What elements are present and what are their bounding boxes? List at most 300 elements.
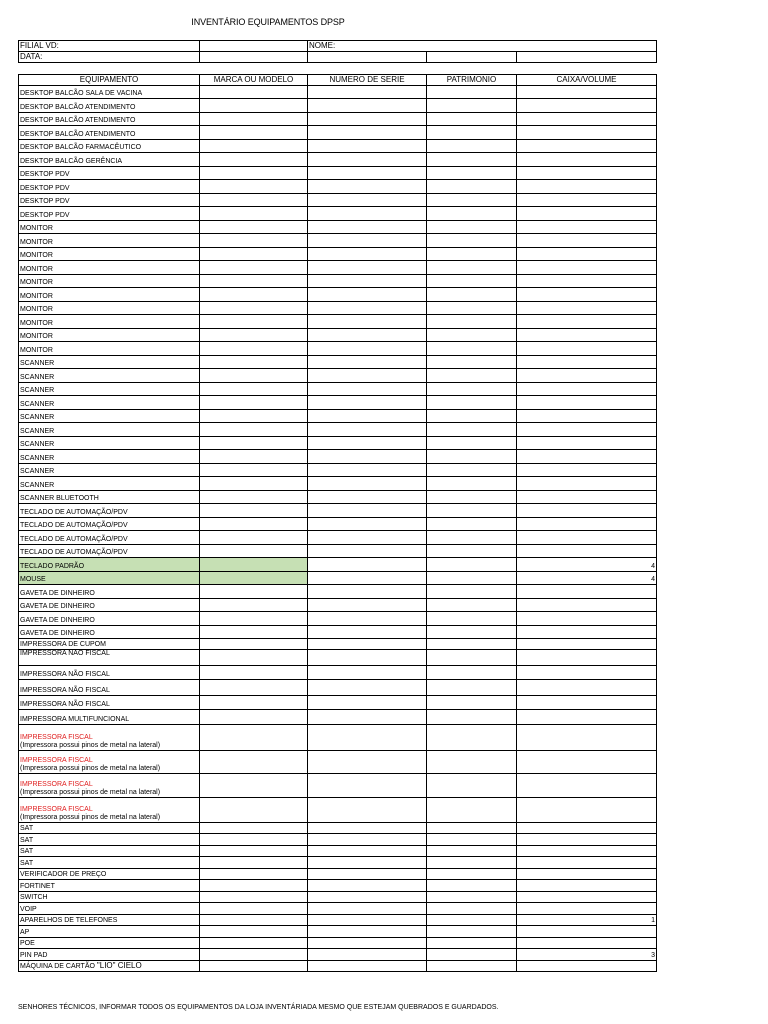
patrimonio-cell[interactable] [427,167,517,180]
caixa-cell[interactable] [517,153,657,167]
marca-cell[interactable] [200,275,308,288]
serie-cell[interactable] [308,599,427,612]
patrimonio-cell[interactable] [427,639,517,650]
patrimonio-cell[interactable] [427,450,517,464]
table-header-row [19,75,657,86]
serie-cell[interactable] [308,180,427,194]
table-row [19,798,657,823]
patrimonio-cell[interactable] [427,437,517,450]
caixa-cell[interactable] [517,383,657,396]
marca-cell[interactable] [200,86,308,99]
caixa-cell[interactable] [517,342,657,356]
marca-cell[interactable] [200,666,308,680]
equipment-name: DESKTOP PDV [20,171,70,178]
caixa-cell[interactable] [517,369,657,383]
marca-cell[interactable] [200,834,308,846]
serie-cell[interactable] [308,869,427,880]
serie-cell[interactable] [308,140,427,153]
caixa-cell[interactable] [517,207,657,221]
serie-cell[interactable] [308,961,427,972]
serie-cell[interactable] [308,846,427,857]
patrimonio-cell[interactable] [427,329,517,342]
patrimonio-cell[interactable] [427,140,517,153]
serie-cell[interactable] [308,823,427,834]
serie-cell[interactable] [308,410,427,423]
serie-cell[interactable] [308,880,427,892]
filial-field[interactable] [200,41,308,52]
marca-cell[interactable] [200,880,308,892]
serie-cell[interactable] [308,491,427,504]
equipment-name-cell [19,531,200,545]
caixa-cell[interactable] [517,666,657,680]
serie-cell[interactable] [308,680,427,696]
marca-cell[interactable] [200,823,308,834]
marca-cell[interactable] [200,234,308,248]
patrimonio-cell[interactable] [427,846,517,857]
caixa-cell[interactable] [517,903,657,915]
caixa-cell[interactable] [517,140,657,153]
serie-cell[interactable] [308,626,427,639]
inventory-table [18,74,657,972]
patrimonio-cell[interactable] [427,194,517,207]
marca-cell[interactable] [200,464,308,477]
marca-cell[interactable] [200,140,308,153]
data-field-2[interactable] [308,52,427,63]
equipment-name: SCANNER [20,482,55,489]
patrimonio-cell[interactable] [427,180,517,194]
table-row [19,221,657,234]
patrimonio-cell[interactable] [427,153,517,167]
serie-cell[interactable] [308,113,427,126]
marca-cell[interactable] [200,696,308,710]
serie-cell[interactable] [308,261,427,275]
equipment-name-cell [19,464,200,477]
patrimonio-cell[interactable] [427,650,517,666]
marca-cell[interactable] [200,558,308,572]
patrimonio-cell[interactable] [427,113,517,126]
caixa-cell[interactable] [517,880,657,892]
patrimonio-cell[interactable] [427,892,517,903]
patrimonio-cell[interactable] [427,207,517,221]
caixa-cell[interactable] [517,437,657,450]
patrimonio-cell[interactable] [427,903,517,915]
patrimonio-cell[interactable] [427,477,517,491]
serie-cell[interactable] [308,153,427,167]
patrimonio-cell[interactable] [427,961,517,972]
serie-cell[interactable] [308,450,427,464]
patrimonio-cell[interactable] [427,725,517,751]
marca-cell[interactable] [200,329,308,342]
patrimonio-cell[interactable] [427,423,517,437]
caixa-cell[interactable] [517,710,657,725]
header-form [18,40,657,63]
marca-cell[interactable] [200,798,308,823]
patrimonio-cell[interactable] [427,342,517,356]
marca-cell[interactable] [200,342,308,356]
caixa-cell[interactable]: 4 [517,558,657,572]
marca-cell[interactable] [200,491,308,504]
serie-cell[interactable] [308,650,427,666]
marca-cell[interactable] [200,612,308,626]
col-header-marca: MARCA OU MODELO [200,75,308,86]
patrimonio-cell[interactable] [427,696,517,710]
caixa-cell[interactable] [517,585,657,599]
serie-cell[interactable] [308,302,427,315]
marca-cell[interactable] [200,710,308,725]
caixa-cell[interactable] [517,531,657,545]
patrimonio-cell[interactable] [427,234,517,248]
serie-cell[interactable] [308,531,427,545]
serie-cell[interactable] [308,938,427,949]
marca-cell[interactable] [200,774,308,798]
patrimonio-cell[interactable] [427,531,517,545]
equipment-name-cell [19,140,200,153]
marca-cell[interactable] [200,437,308,450]
caixa-cell[interactable] [517,167,657,180]
patrimonio-cell[interactable] [427,396,517,410]
serie-cell[interactable] [308,464,427,477]
equipment-name: APARELHOS DE TELEFONES [20,917,118,924]
table-row [19,612,657,626]
table-row [19,342,657,356]
patrimonio-cell[interactable] [427,599,517,612]
patrimonio-cell[interactable] [427,275,517,288]
equipment-name: GAVETA DE DINHEIRO [20,590,95,597]
serie-cell[interactable] [308,725,427,751]
equipment-name-cell [19,857,200,869]
caixa-cell[interactable] [517,834,657,846]
equipment-name-cell [19,585,200,599]
patrimonio-cell[interactable] [427,612,517,626]
equipment-name: GAVETA DE DINHEIRO [20,617,95,624]
caixa-cell[interactable] [517,99,657,113]
serie-cell[interactable] [308,275,427,288]
serie-cell[interactable] [308,207,427,221]
caixa-cell[interactable] [517,504,657,518]
serie-cell[interactable] [308,248,427,261]
patrimonio-cell[interactable] [427,558,517,572]
equipment-name-cell [19,892,200,903]
caixa-cell[interactable] [517,869,657,880]
marca-cell[interactable] [200,518,308,531]
serie-cell[interactable] [308,572,427,585]
caixa-cell[interactable] [517,396,657,410]
patrimonio-cell[interactable] [427,221,517,234]
patrimonio-cell[interactable] [427,545,517,558]
equipment-name-cell [19,315,200,329]
equipment-name: GAVETA DE DINHEIRO [20,603,95,610]
caixa-cell[interactable] [517,356,657,369]
data-field[interactable] [200,52,308,63]
caixa-cell[interactable] [517,650,657,666]
patrimonio-cell[interactable] [427,261,517,275]
marca-cell[interactable] [200,846,308,857]
caixa-cell[interactable] [517,696,657,710]
equipment-name-cell [19,774,200,798]
marca-cell[interactable] [200,572,308,585]
caixa-cell[interactable] [517,680,657,696]
caixa-cell[interactable] [517,234,657,248]
caixa-cell[interactable] [517,545,657,558]
marca-cell[interactable] [200,639,308,650]
caixa-cell[interactable] [517,491,657,504]
serie-cell[interactable] [308,315,427,329]
equipment-name-cell [19,167,200,180]
equipment-name-cell [19,477,200,491]
caixa-cell[interactable] [517,464,657,477]
caixa-cell[interactable] [517,180,657,194]
equipment-name-cell [19,798,200,823]
caixa-cell[interactable] [517,774,657,798]
marca-cell[interactable] [200,369,308,383]
equipment-name-cell [19,626,200,639]
marca-cell[interactable] [200,915,308,926]
caixa-cell[interactable] [517,261,657,275]
patrimonio-cell[interactable] [427,356,517,369]
patrimonio-cell[interactable] [427,585,517,599]
patrimonio-cell[interactable] [427,680,517,696]
caixa-cell[interactable] [517,86,657,99]
serie-cell[interactable] [308,774,427,798]
patrimonio-cell[interactable] [427,938,517,949]
marca-cell[interactable] [200,869,308,880]
equipment-name-cell [19,153,200,167]
patrimonio-cell[interactable] [427,949,517,961]
serie-cell[interactable] [308,383,427,396]
patrimonio-cell[interactable] [427,880,517,892]
marca-cell[interactable] [200,949,308,961]
serie-cell[interactable] [308,167,427,180]
serie-cell[interactable] [308,915,427,926]
marca-cell[interactable] [200,315,308,329]
table-row [19,329,657,342]
serie-cell[interactable] [308,99,427,113]
serie-cell[interactable] [308,585,427,599]
serie-cell[interactable] [308,949,427,961]
patrimonio-cell[interactable] [427,410,517,423]
caixa-cell[interactable] [517,926,657,938]
serie-cell[interactable] [308,639,427,650]
marca-cell[interactable] [200,892,308,903]
marca-cell[interactable] [200,504,308,518]
patrimonio-cell[interactable] [427,369,517,383]
equipment-name-cell [19,234,200,248]
table-row [19,491,657,504]
marca-cell[interactable] [200,261,308,275]
table-row [19,167,657,180]
serie-cell[interactable] [308,194,427,207]
marca-cell[interactable] [200,545,308,558]
equipment-name-cell [19,903,200,915]
marca-cell[interactable] [200,356,308,369]
patrimonio-cell[interactable] [427,248,517,261]
patrimonio-cell[interactable] [427,774,517,798]
caixa-cell[interactable] [517,221,657,234]
marca-cell[interactable] [200,450,308,464]
patrimonio-cell[interactable] [427,99,517,113]
patrimonio-cell[interactable] [427,86,517,99]
patrimonio-cell[interactable] [427,383,517,396]
serie-cell[interactable] [308,751,427,774]
caixa-cell[interactable] [517,450,657,464]
patrimonio-cell[interactable] [427,518,517,531]
caixa-cell[interactable] [517,126,657,140]
marca-cell[interactable] [200,857,308,869]
serie-cell[interactable] [308,834,427,846]
marca-cell[interactable] [200,423,308,437]
marca-cell[interactable] [200,207,308,221]
equipment-name-cell [19,926,200,938]
marca-cell[interactable] [200,961,308,972]
serie-cell[interactable] [308,798,427,823]
serie-cell[interactable] [308,477,427,491]
equipment-name: MONITOR [20,347,53,354]
serie-cell[interactable] [308,437,427,450]
caixa-cell[interactable]: 3 [517,949,657,961]
serie-cell[interactable] [308,369,427,383]
serie-cell[interactable] [308,903,427,915]
caixa-cell[interactable] [517,410,657,423]
caixa-cell[interactable] [517,961,657,972]
patrimonio-cell[interactable] [427,834,517,846]
data-field-4[interactable] [517,52,657,63]
patrimonio-cell[interactable] [427,504,517,518]
serie-cell[interactable] [308,892,427,903]
caixa-cell[interactable] [517,892,657,903]
serie-cell[interactable] [308,926,427,938]
marca-cell[interactable] [200,599,308,612]
patrimonio-cell[interactable] [427,751,517,774]
caixa-cell[interactable] [517,288,657,302]
patrimonio-cell[interactable] [427,915,517,926]
serie-cell[interactable] [308,234,427,248]
serie-cell[interactable] [308,126,427,140]
marca-cell[interactable] [200,288,308,302]
caixa-cell[interactable] [517,823,657,834]
serie-cell[interactable] [308,329,427,342]
serie-cell[interactable] [308,342,427,356]
data-field-3[interactable] [427,52,517,63]
caixa-cell[interactable] [517,423,657,437]
patrimonio-cell[interactable] [427,710,517,725]
patrimonio-cell[interactable] [427,464,517,477]
marca-cell[interactable] [200,938,308,949]
marca-cell[interactable] [200,153,308,167]
marca-cell[interactable] [200,113,308,126]
caixa-cell[interactable] [517,518,657,531]
caixa-cell[interactable] [517,857,657,869]
caixa-cell[interactable]: 1 [517,915,657,926]
equipment-name: SCANNER [20,455,55,462]
caixa-cell[interactable] [517,113,657,126]
caixa-cell[interactable] [517,248,657,261]
equipment-name: SCANNER [20,428,55,435]
marca-cell[interactable] [200,903,308,915]
marca-cell[interactable] [200,477,308,491]
serie-cell[interactable] [308,288,427,302]
marca-cell[interactable] [200,650,308,666]
caixa-cell[interactable] [517,751,657,774]
caixa-cell[interactable] [517,798,657,823]
serie-cell[interactable] [308,221,427,234]
patrimonio-cell[interactable] [427,869,517,880]
caixa-cell[interactable] [517,639,657,650]
marca-cell[interactable] [200,531,308,545]
marca-cell[interactable] [200,725,308,751]
patrimonio-cell[interactable] [427,302,517,315]
marca-cell[interactable] [200,248,308,261]
serie-cell[interactable] [308,396,427,410]
marca-cell[interactable] [200,396,308,410]
serie-cell[interactable] [308,86,427,99]
serie-cell[interactable] [308,612,427,626]
marca-cell[interactable] [200,383,308,396]
serie-cell[interactable] [308,545,427,558]
caixa-cell[interactable] [517,599,657,612]
patrimonio-cell[interactable] [427,666,517,680]
patrimonio-cell[interactable] [427,315,517,329]
patrimonio-cell[interactable] [427,823,517,834]
caixa-cell[interactable] [517,626,657,639]
caixa-cell[interactable]: 4 [517,572,657,585]
marca-cell[interactable] [200,194,308,207]
marca-cell[interactable] [200,99,308,113]
marca-cell[interactable] [200,302,308,315]
marca-cell[interactable] [200,180,308,194]
patrimonio-cell[interactable] [427,491,517,504]
patrimonio-cell[interactable] [427,798,517,823]
caixa-cell[interactable] [517,477,657,491]
serie-cell[interactable] [308,666,427,680]
marca-cell[interactable] [200,626,308,639]
marca-cell[interactable] [200,221,308,234]
serie-cell[interactable] [308,558,427,572]
caixa-cell[interactable] [517,315,657,329]
marca-cell[interactable] [200,680,308,696]
marca-cell[interactable] [200,926,308,938]
marca-cell[interactable] [200,585,308,599]
equipment-name-cell [19,450,200,464]
serie-cell[interactable] [308,710,427,725]
marca-cell[interactable] [200,167,308,180]
serie-cell[interactable] [308,504,427,518]
patrimonio-cell[interactable] [427,926,517,938]
serie-cell[interactable] [308,696,427,710]
table-row [19,518,657,531]
patrimonio-cell[interactable] [427,857,517,869]
patrimonio-cell[interactable] [427,288,517,302]
caixa-cell[interactable] [517,612,657,626]
serie-cell[interactable] [308,423,427,437]
marca-cell[interactable] [200,751,308,774]
caixa-cell[interactable] [517,938,657,949]
caixa-cell[interactable] [517,302,657,315]
serie-cell[interactable] [308,518,427,531]
caixa-cell[interactable] [517,275,657,288]
serie-cell[interactable] [308,857,427,869]
caixa-cell[interactable] [517,846,657,857]
caixa-cell[interactable] [517,194,657,207]
caixa-cell[interactable] [517,725,657,751]
equipment-name: DESKTOP BALCÃO ATENDIMENTO [20,131,136,138]
patrimonio-cell[interactable] [427,126,517,140]
patrimonio-cell[interactable] [427,572,517,585]
marca-cell[interactable] [200,410,308,423]
marca-cell[interactable] [200,126,308,140]
serie-cell[interactable] [308,356,427,369]
patrimonio-cell[interactable] [427,626,517,639]
caixa-cell[interactable] [517,329,657,342]
